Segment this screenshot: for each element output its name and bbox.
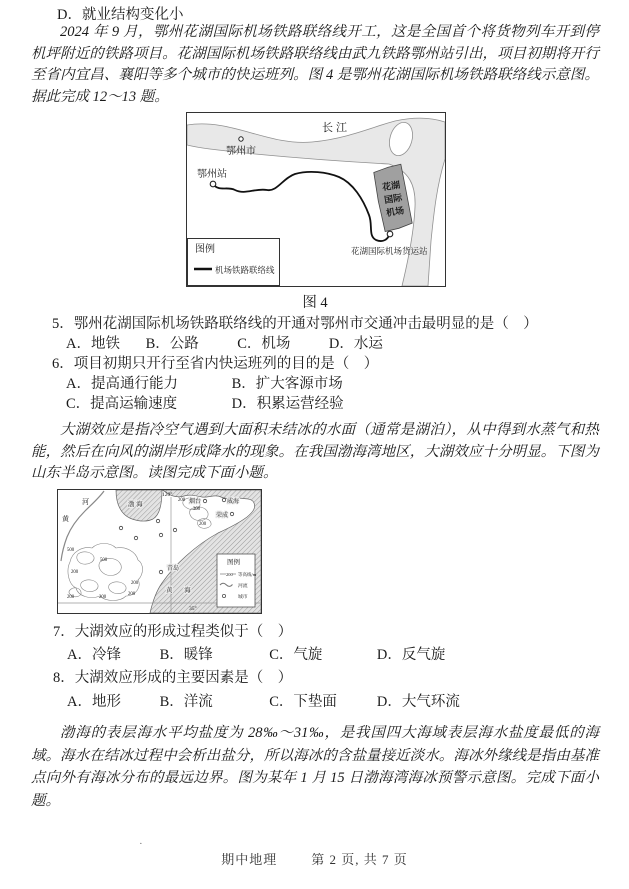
q5-option-a: A．地铁 bbox=[66, 336, 120, 352]
question-5-options bbox=[66, 332, 383, 353]
city-label-qingdao: 青岛 bbox=[167, 566, 180, 572]
question-7: 7．大湖效应的形成过程类似于（ ） bbox=[53, 624, 293, 640]
city-marker bbox=[119, 526, 122, 529]
ezhou-city-label: 鄂州市 bbox=[226, 146, 256, 157]
figure4-legend-item: 机场铁路联络线 bbox=[215, 265, 275, 275]
q6-option-a: A．提高通行能力 bbox=[66, 376, 178, 392]
contour-label: 200 bbox=[71, 570, 79, 575]
intro-paragraph-bohai-salinity: 渤海的表层海水平均盐度为 28‰～31‰，是我国四大海域表层海水盐度最低的海域。海水在结冰过程中会析出盐分，所以海冰的含盐量接近淡水。海冰外缘线是指由基准点向外有海冰分布的最远边界。图为某年 1 月 15 日渤海湾海冰预警示意图。完成下面小题。 bbox=[31, 725, 599, 809]
intro-paragraph-lake-effect: 大湖效应是指冷空气遇到大面积未结冰的水面（通常是湖泊），从中得到水蒸气和热能，然后在向风的湖岸形成降水的现象。在我国渤海湾地区，大湖效应十分明显。下图为山东半岛示意图。读图完成下面小题。 bbox=[31, 422, 599, 481]
railway-line bbox=[213, 172, 389, 241]
q7-option-a: A．冷锋 bbox=[67, 647, 121, 663]
contour-label: 200 bbox=[178, 498, 186, 503]
question-6-options-row1 bbox=[66, 372, 343, 393]
question-6-options-row2 bbox=[66, 392, 344, 413]
legend-contour-value: 200 bbox=[226, 572, 233, 577]
airport-label-3: 机场 bbox=[385, 205, 405, 219]
contour-label: 300 bbox=[193, 507, 201, 512]
page-footer bbox=[0, 849, 629, 868]
city-label-rongcheng: 荣成 bbox=[216, 513, 229, 519]
city-marker bbox=[159, 570, 162, 573]
city-marker bbox=[159, 533, 162, 536]
question-8: 8．大湖效应形成的主要因素是（ ） bbox=[53, 670, 293, 686]
q7-option-b: B．暖锋 bbox=[159, 647, 213, 663]
footer-course: 期中地理 bbox=[221, 852, 278, 867]
q8-option-c: C．下垫面 bbox=[269, 694, 337, 710]
q7-option-c: C．气旋 bbox=[269, 647, 323, 663]
q5-option-c: C．机场 bbox=[237, 336, 291, 352]
legend-city-symbol bbox=[222, 594, 225, 597]
city-marker bbox=[134, 536, 137, 539]
footer-page-info: 第 2 页, 共 7 页 bbox=[311, 852, 408, 867]
city-label-yantai: 烟台 bbox=[189, 499, 202, 505]
contour-label: 200 bbox=[128, 592, 136, 597]
city-marker bbox=[156, 519, 159, 522]
legend-contour-label: 等高线/m bbox=[238, 572, 257, 577]
freight-station-label: 花湖国际机场货运站 bbox=[351, 246, 428, 256]
contour-label: 200 bbox=[99, 595, 107, 600]
contour-label: 200 bbox=[67, 595, 75, 600]
shandong-map bbox=[57, 489, 262, 614]
figure4-svg bbox=[187, 113, 445, 286]
yangtze-label: 长江 bbox=[322, 122, 350, 134]
q5-option-d: D．水运 bbox=[328, 336, 383, 352]
stray-mark: · bbox=[139, 838, 143, 850]
huanghai-label: 黄 海 bbox=[166, 587, 196, 594]
figure4-legend-title: 图例 bbox=[195, 244, 215, 255]
airport-label-2: 国际 bbox=[383, 192, 403, 206]
legend-river-label: 河流 bbox=[238, 584, 248, 589]
freight-station-marker bbox=[387, 231, 393, 237]
yellow-river-char-top: 河 bbox=[82, 498, 89, 506]
ezhou-station-label: 鄂州站 bbox=[197, 169, 227, 180]
city-marker bbox=[173, 528, 176, 531]
figure4-map bbox=[186, 112, 446, 287]
question-7-options bbox=[67, 643, 445, 664]
figure4-caption: 图 4 bbox=[302, 295, 328, 311]
q6-option-c: C．提高运输速度 bbox=[66, 396, 178, 412]
map-legend-title: 图例 bbox=[227, 559, 240, 566]
q8-option-a: A．地形 bbox=[67, 694, 121, 710]
city-marker bbox=[222, 498, 225, 501]
shandong-map-legend bbox=[217, 554, 257, 607]
q8-option-d: D．大气环流 bbox=[376, 694, 460, 710]
contour-label: 500 bbox=[67, 548, 75, 553]
q5-option-b: B．公路 bbox=[145, 336, 199, 352]
answer-option-d: D．就业结构变化小 bbox=[57, 7, 184, 23]
contour-label: 500 bbox=[100, 558, 108, 563]
legend-city-label: 城市 bbox=[238, 595, 248, 600]
q6-option-b: B．扩大客源市场 bbox=[231, 376, 343, 392]
q8-option-b: B．洋流 bbox=[159, 694, 213, 710]
q6-option-d: D．积累运营经验 bbox=[231, 396, 344, 412]
q7-option-d: D．反气旋 bbox=[376, 647, 446, 663]
contour-label: 200 bbox=[199, 522, 207, 527]
question-8-options bbox=[67, 690, 460, 711]
ezhou-city-marker bbox=[239, 137, 243, 141]
question-6: 6．项目初期只开行至省内快运班列的目的是（ ） bbox=[52, 356, 379, 372]
bohai-label: 渤 海 bbox=[128, 501, 143, 508]
yellow-river-char-bottom: 黄 bbox=[62, 515, 69, 523]
ezhou-station-marker bbox=[210, 181, 216, 187]
question-5: 5．鄂州花湖国际机场铁路联络线的开通对鄂州市交通冲击最明显的是（ ） bbox=[52, 316, 538, 332]
meridian-120-label: 120° bbox=[162, 492, 173, 498]
contour-label: 200 bbox=[131, 581, 139, 586]
city-marker bbox=[203, 499, 206, 502]
intro-paragraph-huahu: 2024 年 9 月，鄂州花湖国际机场铁路联络线开工，这是全国首个将货物列车开到停机坪附近的铁路项目。花湖国际机场铁路联络线由武九铁路鄂州站引出，项目初期将开行至省内宜昌、襄阳等多个城市的快运班列。图 4 是鄂州花湖国际机场铁路联络线示意图。据此完成 12～13 题。 bbox=[31, 24, 599, 105]
airport-label-1: 花湖 bbox=[381, 179, 401, 193]
city-label-weihai: 威海 bbox=[227, 499, 240, 505]
parallel-35-label: 35° bbox=[189, 606, 197, 612]
city-marker bbox=[230, 512, 233, 515]
shandong-map-svg bbox=[58, 490, 261, 613]
